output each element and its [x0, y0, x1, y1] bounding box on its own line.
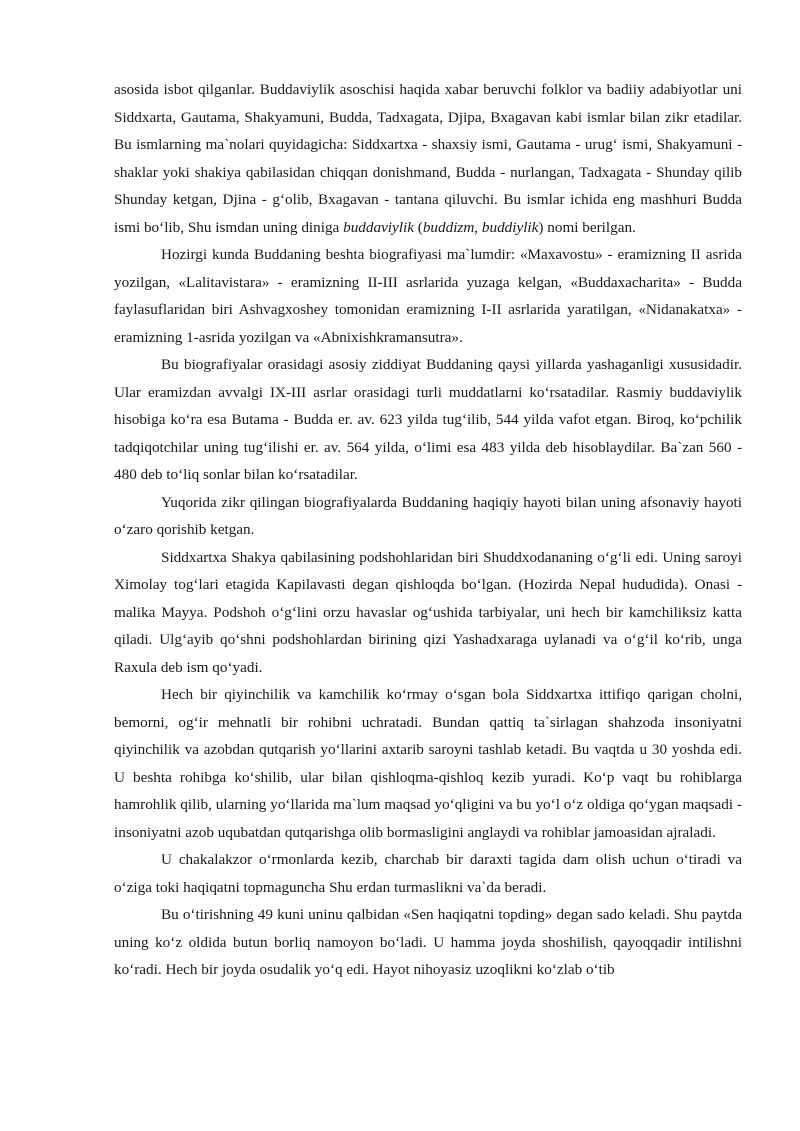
- body-paragraph: [114, 901, 742, 984]
- body-paragraph: [114, 351, 742, 489]
- italic-term: buddaviylik: [343, 218, 414, 236]
- body-paragraph: [114, 681, 742, 846]
- body-paragraph: [114, 544, 742, 682]
- italic-term: buddizm, buddiylik: [422, 218, 539, 236]
- body-paragraph: [114, 846, 742, 901]
- paragraph-text: Bu biografiyalar orasidagi asosiy ziddiyat Buddaning qaysi yillarda yashaganligi xususidadir. Ular eramizdan avvalgi IX-III asrlar orasidagi turli muddatlarni ko‘rsatadilar. Rasmiy buddaviylik hisobiga ko‘ra esa Butama - Budda er. av. 623 yilda tug‘ilib, 544 yilda vafot etgan. Biroq, ko‘pchilik tadqiqotchilar uning tug‘ilishi er. av. 564 yilda, o‘limi esa 483 yilda deb hisoblaydilar. Ba`zan 560 - 480 deb to‘liq sonlar bilan ko‘rsatadilar.: [114, 356, 742, 483]
- paragraph-text: U chakalakzor o‘rmonlarda kezib, charchab bir daraxti tagida dam olish uchun o‘tiradi va o‘ziga toki haqiqatni topmaguncha Shu erdan turmaslikni va`da beradi.: [114, 851, 742, 896]
- body-paragraph: [114, 241, 742, 351]
- document-page: [114, 76, 742, 984]
- paragraph-text: (: [413, 218, 423, 236]
- body-paragraph: [114, 489, 742, 544]
- body-paragraph: [114, 76, 742, 241]
- paragraph-text: Hozirgi kunda Buddaning beshta biografiyasi ma`lumdir: «Maxavostu» - eramizning II asrida yozilgan, «Lalitavistara» - eramizning II-III asrlarida yuzaga kelgan, «Buddaxacharita» - Budda faylasuflaridan biri Ashvagxoshey tomonidan eramizning I-II asrlarida yaratilgan, «Nidanakatxa» - eramizning 1-asrida yozilgan va «Abnixishkramansutra».: [114, 246, 742, 346]
- paragraph-text: Bu o‘tirishning 49 kuni uninu qalbidan «Sen haqiqatni topding» degan sado keladi. Shu paytda uning ko‘z oldida butun borliq namoyon bo‘ladi. U hamma joyda shoshilish, qayoqqadir intilishni ko‘radi. Hech bir joyda osudalik yo‘q edi. Hayot nihoyasiz uzoqlikni ko‘zlab o‘tib: [114, 906, 742, 978]
- paragraph-text: asosida isbot qilganlar. Buddaviylik asoschisi haqida xabar beruvchi folklor va badiiy adabiyotlar uni Siddxarta, Gautama, Shakyamuni, Budda, Tadxagata, Djipa, Bxagavan kabi ismlar bilan zikr etadilar. Bu ismlarning ma`nolari quyidagicha: Siddxartxa - shaxsiy ismi, Gautama - urug‘ ismi, Shakyamuni - shaklar yoki shakiya qabilasidan chiqqan donishmand, Budda - nurlangan, Tadxagata - Shunday qilib Shunday ketgan, Djina - g‘olib, Bxagavan - tantana qiluvchi. Bu ismlar ichida eng mashhuri Budda ismi bo‘lib, Shu ismdan uning diniga: [114, 81, 742, 236]
- paragraph-text: Hech bir qiyinchilik va kamchilik ko‘rmay o‘sgan bola Siddxartxa ittifiqo qarigan cholni, bemorni, og‘ir mehnatli bir rohibni uchratadi. Bundan qattiq ta`sirlagan shahzoda insoniyatni qiyinchilik va azobdan qutqarish yo‘llarini axtarib saroyni tashlab ketadi. Bu vaqtda u 30 yoshda edi. U beshta rohibga ko‘shilib, ular bilan qishloqma-qishloq kezib yuradi. Ko‘p vaqt bu rohiblarga hamrohlik qilib, ularning yo‘llarida ma`lum maqsad yo‘qligini va bu yo‘l o‘z oldiga qo‘ygan maqsadi - insoniyatni azob uqubatdan qutqarishga olib bormasligini anglaydi va rohiblar jamoasidan ajraladi.: [114, 686, 742, 841]
- paragraph-text: Siddxartxa Shakya qabilasining podshohlaridan biri Shuddxodananing o‘g‘li edi. Uning saroyi Ximolay tog‘lari etagida Kapilavasti degan qishloqda bo‘lgan. (Hozirda Nepal hududida). Onasi - malika Mayya. Podshoh o‘g‘lini orzu havaslar og‘ushida tarbiyalar, uni hech bir kamchiliksiz katta qiladi. Ulg‘ayib qo‘shni podshohlardan birining qizi Yashadxaraga uylanadi va o‘g‘il ko‘rib, unga Raxula deb ism qo‘yadi.: [114, 548, 742, 676]
- paragraph-text: Yuqorida zikr qilingan biografiyalarda Buddaning haqiqiy hayoti bilan uning afsonaviy hayoti o‘zaro qorishib ketgan.: [114, 493, 742, 538]
- paragraph-text: ) nomi berilgan.: [538, 218, 636, 236]
